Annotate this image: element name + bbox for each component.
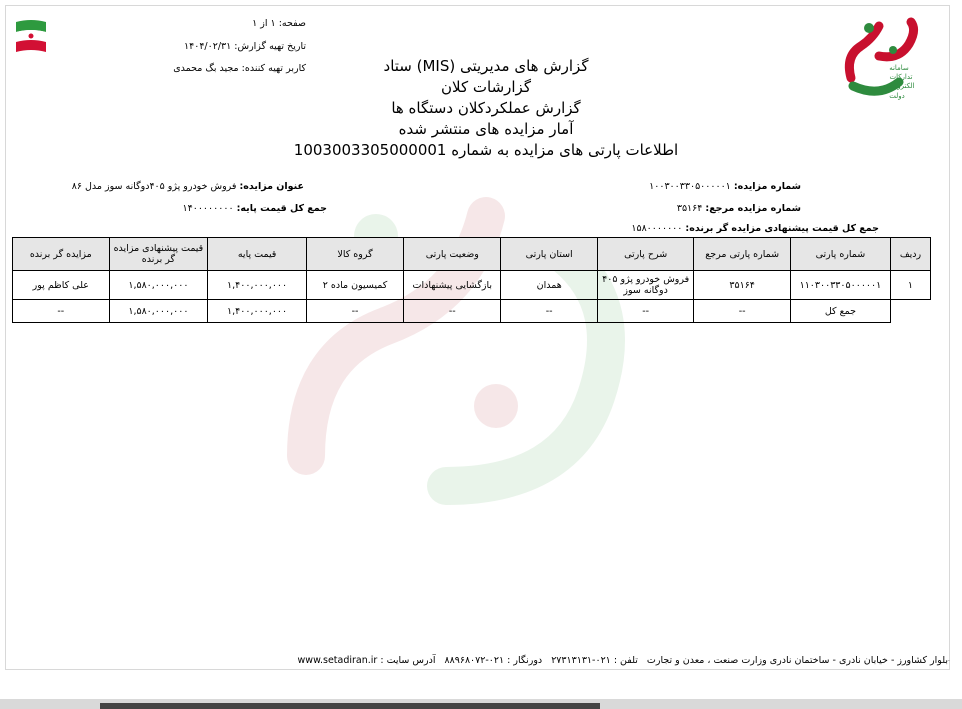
page-footer: بلوار کشاورز - خیابان نادری - ساختمان نادری وزارت صنعت ، معدن و تجارت تلفن : ۰۲۱-۲۷۳۱۳۱۳۱ دورنگار : ۰۲۱-۸۸۹۶۸۰۷۲ آدرس سایت : www.setadiran.ir [158, 655, 948, 666]
cell-party-number: ۱۱۰۳۰۰۳۳۰۵۰۰۰۰۰۱ [790, 271, 890, 300]
cell-total-label: جمع کل [790, 300, 890, 323]
base-price-total: جمع کل قیمت پایه: ۱۴۰۰۰۰۰۰۰۰ [182, 203, 327, 214]
cell-total-ref: -- [694, 300, 790, 323]
setad-logo-icon [839, 16, 929, 108]
winner-price-total: جمع کل قیمت پیشنهادی مزایده گر برنده: ۱۵۸۰۰۰۰۰۰۰ [631, 223, 879, 234]
col-row: ردیف [890, 238, 930, 271]
logo-text-2: تدارکات [889, 73, 913, 81]
setad-watermark-icon [266, 156, 686, 536]
col-ref-party-number: شماره پارتی مرجع [694, 238, 790, 271]
auction-title: عنوان مزایده: فروش خودرو پژو ۴۰۵دوگانه سوز مدل ۸۶ [71, 181, 304, 192]
cell-winner: علی کاظم پور [13, 271, 110, 300]
report-date: تاریخ تهیه گزارش: ۱۴۰۴/۰۲/۳۱ [184, 41, 306, 52]
cell-ref-party-number: ۳۵۱۶۴ [694, 271, 790, 300]
cell-total-base-price: ۱,۴۰۰,۰۰۰,۰۰۰ [208, 300, 307, 323]
parties-table [12, 237, 931, 323]
cell-total-blank [890, 300, 930, 323]
cell-party-description: فروش خودرو پژو ۴۰۵ دوگانه سوز [597, 271, 694, 300]
logo-text-1: سامانه [889, 64, 909, 72]
table-header-row [13, 238, 931, 271]
cell-row: ۱ [890, 271, 930, 300]
cell-total-goods-group: -- [306, 300, 403, 323]
cell-total-winner-price: ۱,۵۸۰,۰۰۰,۰۰۰ [109, 300, 208, 323]
col-goods-group: گروه کالا [306, 238, 403, 271]
col-winner-price: قیمت پیشنهادی مزایده گر برنده [109, 238, 208, 271]
footer-phone: ۰۲۱-۲۷۳۱۳۱۳۱ [551, 655, 611, 666]
col-party-status: وضعیت پارتی [404, 238, 501, 271]
cell-party-province: همدان [501, 271, 597, 300]
cell-total-status: -- [404, 300, 501, 323]
cell-base-price: ۱,۴۰۰,۰۰۰,۰۰۰ [208, 271, 307, 300]
footer-address: بلوار کشاورز - خیابان نادری - ساختمان نادری وزارت صنعت ، معدن و تجارت [646, 655, 948, 666]
auction-number: شماره مزایده: ۱۰۰۳۰۰۳۳۰۵۰۰۰۰۰۱ [649, 181, 801, 192]
report-titles [256, 56, 716, 161]
title-line-1: گزارش های مدیریتی (MIS) ستاد [383, 57, 589, 75]
cell-party-status: بازگشایی پیشنهادات [404, 271, 501, 300]
col-party-description: شرح پارتی [597, 238, 694, 271]
footer-fax: ۰۲۱-۸۸۹۶۸۰۷۲ [444, 655, 505, 666]
table-row [13, 271, 931, 300]
cell-goods-group: کمیسیون ماده ۲ [306, 271, 403, 300]
col-party-number: شماره پارتی [790, 238, 890, 271]
page-number: صفحه: ۱ از ۱ [252, 18, 306, 29]
report-user: کاربر تهیه کننده: مجید بگ محمدی [173, 63, 306, 74]
viewer-scrollbar[interactable] [100, 703, 600, 709]
cell-total-winner: -- [13, 300, 110, 323]
cell-total-province: -- [501, 300, 597, 323]
title-line-5: اطلاعات پارتی های مزایده به شماره 1003003305000001 [293, 141, 679, 159]
col-party-province: استان پارتی [501, 238, 597, 271]
auction-ref-number: شماره مزایده مرجع: ۳۵۱۶۴ [676, 203, 801, 214]
logo-text-4: دولت [889, 92, 905, 100]
table-total-row [13, 300, 931, 323]
logo-text-3: الکترونیکی [883, 82, 915, 90]
footer-site[interactable]: www.setadiran.ir [297, 655, 378, 666]
report-page [5, 5, 950, 670]
cell-total-description: -- [597, 300, 694, 323]
cell-winner-price: ۱,۵۸۰,۰۰۰,۰۰۰ [109, 271, 208, 300]
viewer-bottom-bar [0, 699, 962, 709]
title-line-4: آمار مزایده های منتشر شده [398, 120, 574, 138]
col-base-price: قیمت پایه [208, 238, 307, 271]
iran-flag-icon [14, 18, 48, 56]
col-winner: مزایده گر برنده [13, 238, 110, 271]
title-line-3: گزارش عملکردکلان دستگاه ها [391, 99, 581, 117]
title-line-2: گزارشات کلان [441, 78, 531, 96]
